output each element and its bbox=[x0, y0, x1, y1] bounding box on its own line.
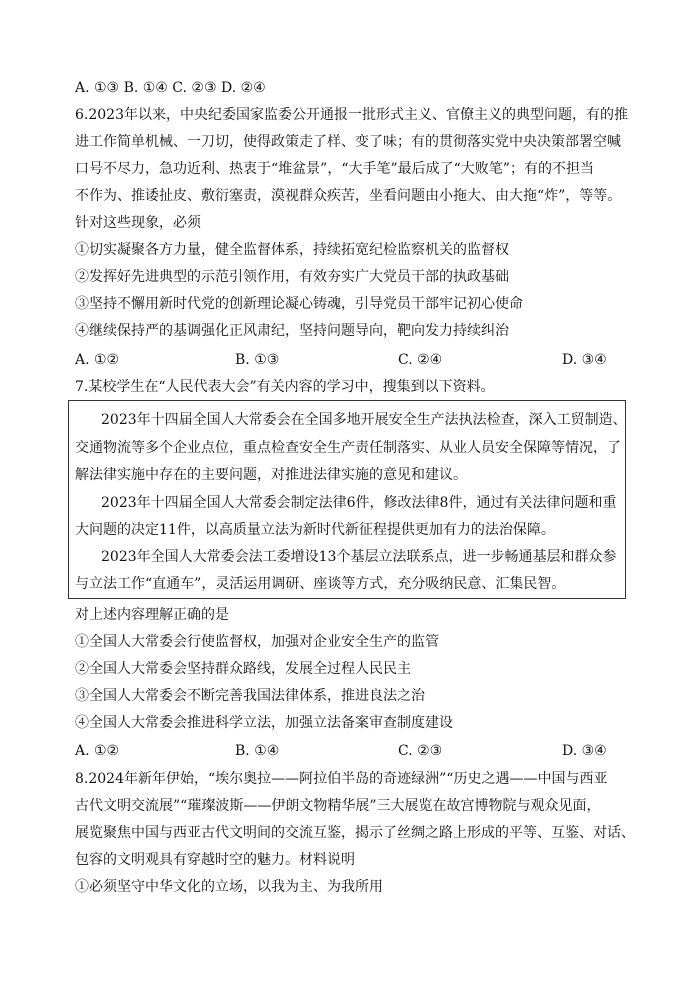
q8-stem-line: 8.2024年新年伊始，“埃尔奥拉——阿拉伯半岛的奇迹绿洲”“历史之遇——中国与西亚 bbox=[75, 771, 608, 787]
q7-item: ③全国人大常委会不断完善我国法律体系，推进良法之治 bbox=[75, 688, 425, 704]
q7-material-box bbox=[68, 400, 626, 599]
q7-item: ④全国人大常委会推进科学立法，加强立法备案审查制度建设 bbox=[75, 715, 453, 731]
q7-material-line: 2023年全国人大常委会法工委增设13个基层立法联系点，进一步畅通基层和群众参 bbox=[101, 549, 617, 565]
q6-item: ①切实凝聚各方力量，健全监督体系，持续拓宽纪检监察机关的监督权 bbox=[75, 242, 509, 258]
q6-option-b: B. ①③ bbox=[235, 352, 280, 368]
q7-prompt: 对上述内容理解正确的是 bbox=[75, 607, 229, 623]
q7-material-line: 大问题的决定11件，以高质量立法为新时代新征程提供更加有力的法治保障。 bbox=[75, 522, 555, 538]
q7-item: ①全国人大常委会行使监督权，加强对企业安全生产的监管 bbox=[75, 634, 439, 650]
q7-material-line: 2023年十四届全国人大常委会在全国多地开展安全生产法执法检查，深入工贸制造、 bbox=[101, 412, 627, 428]
q6-stem-line: 6.2023年以来，中央纪委国家监委公开通报一批形式主义、官僚主义的典型问题，有的推 bbox=[75, 107, 628, 123]
q6-option-a: A. ①② bbox=[75, 352, 120, 368]
q7-options bbox=[75, 741, 615, 761]
q6-item: ②发挥好先进典型的示范引领作用，有效夯实广大党员干部的执政基础 bbox=[75, 269, 509, 285]
q6-options bbox=[75, 350, 615, 370]
q6-stem-line: 不作为、推诿扯皮、敷衍塞责，漠视群众疾苦，坐看问题由小拖大、由大拖“炸”，等等。 bbox=[75, 188, 622, 204]
q7-option-c: C. ②③ bbox=[398, 743, 443, 759]
q7-stem: 7.某校学生在“人民代表大会”有关内容的学习中，搜集到以下资料。 bbox=[75, 379, 495, 395]
q7-item: ②全国人大常委会坚持群众路线，发展全过程人民民主 bbox=[75, 661, 411, 677]
q7-option-d: D. ③④ bbox=[562, 743, 607, 759]
q7-material-line: 与立法工作“直通车”，灵活运用调研、座谈等方式，充分吸纳民意、汇集民智。 bbox=[75, 576, 566, 592]
q7-material-line: 解法律实施中存在的主要问题，对推进法律实施的意见和建议。 bbox=[75, 467, 467, 483]
q6-stem-line: 进工作简单机械、一刀切，使得政策走了样、变了味；有的贯彻落实党中央决策部署空喊 bbox=[75, 134, 621, 150]
q7-option-b: B. ①④ bbox=[235, 743, 280, 759]
q6-item: ④继续保持严的基调强化正风肃纪，坚持问题导向，靶向发力持续纠治 bbox=[75, 323, 509, 339]
q8-stem-line: 古代文明交流展”“璀璨波斯——伊朗文物精华展”三大展览在故宫博物院与观众见面， bbox=[75, 798, 601, 814]
q6-option-d: D. ③④ bbox=[562, 352, 607, 368]
q6-stem-line: 口号不尽力，急功近利、热衷于“堆盆景”，“大手笔”最后成了“大败笔”；有的不担当 bbox=[75, 161, 594, 177]
q7-option-a: A. ①② bbox=[75, 743, 120, 759]
q6-item: ③坚持不懈用新时代党的创新理论凝心铸魂，引导党员干部牢记初心使命 bbox=[75, 296, 523, 312]
q8-item: ①必须坚守中华文化的立场，以我为主、为我所用 bbox=[75, 879, 383, 895]
q7-material-line: 交通物流等多个企业点位，重点检查安全生产责任制落实、从业人员安全保障等情况，了 bbox=[75, 440, 621, 456]
q6-stem-line: 针对这些现象，必须 bbox=[75, 215, 201, 231]
q7-material-line: 2023年十四届全国人大常委会制定法律6件，修改法律8件，通过有关法律问题和重 bbox=[101, 495, 617, 511]
q6-option-c: C. ②④ bbox=[398, 352, 443, 368]
q8-stem-line: 展览聚焦中国与西亚古代文明间的交流互鉴，揭示了丝绸之路上形成的平等、互鉴、对话、 bbox=[75, 825, 635, 841]
q5-options: A. ①③ B. ①④ C. ②③ D. ②④ bbox=[75, 80, 266, 96]
q8-stem-line: 包容的文明观具有穿越时空的魅力。材料说明 bbox=[75, 852, 355, 868]
